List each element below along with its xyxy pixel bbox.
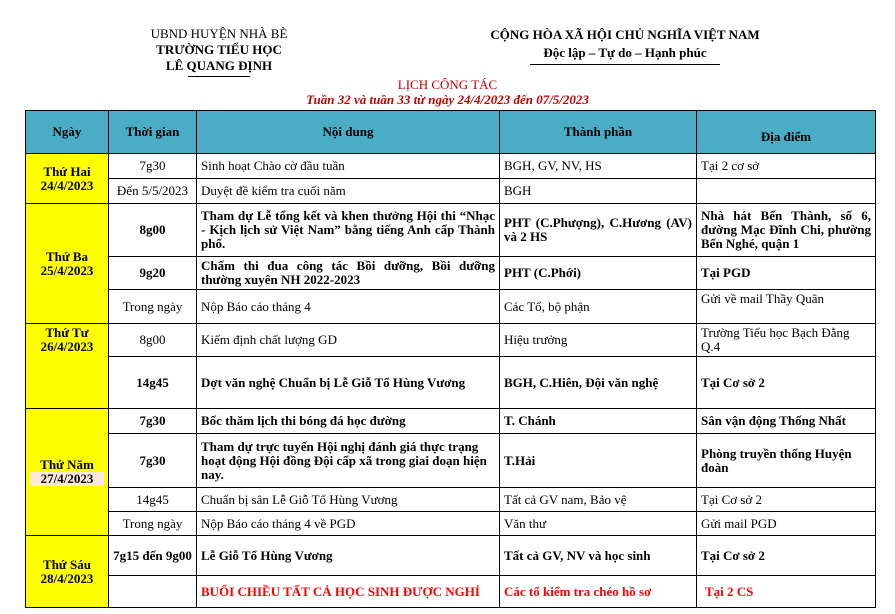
time-cell: 14g45 [109, 357, 197, 409]
schedule-title: LỊCH CÔNG TÁC [397, 77, 498, 92]
location-cell: Gửi về mail Thầy Quân [697, 290, 876, 324]
participants-cell: Văn thư [500, 512, 697, 536]
col-header-location: Địa điểm [697, 111, 876, 154]
table-row [26, 434, 876, 488]
day-name: Thứ Ba [45, 248, 89, 264]
day-name: Thứ Tư [45, 325, 89, 340]
content-cell: Sinh hoạt Chào cờ đầu tuần [197, 154, 500, 179]
org-name: UBND HUYỆN NHÀ BÈ [150, 26, 288, 41]
time-cell: 8g00 [109, 324, 197, 357]
col-header-content: Nội dung [197, 111, 500, 154]
participants-cell: BGH, GV, NV, HS [500, 154, 697, 179]
location-cell: Tại Cơ sở 2 [697, 536, 876, 576]
table-header-row [26, 111, 876, 154]
content-cell: Nộp Báo cáo tháng 4 về PGD [197, 512, 500, 536]
table-row [26, 536, 876, 576]
time-cell: 7g30 [109, 154, 197, 179]
time-cell: Trong ngày [109, 512, 197, 536]
table-row [26, 204, 876, 257]
day-name: Thứ Hai [43, 163, 91, 179]
col-header-participants: Thành phần [500, 111, 697, 154]
time-cell: Đến 5/5/2023 [109, 179, 197, 204]
participants-cell-alert: Các tổ kiểm tra chéo hồ sơ [500, 576, 697, 608]
location-cell [697, 179, 876, 204]
day-name: Thứ Năm [40, 457, 94, 472]
table-row [26, 324, 876, 357]
content-cell: Chuẩn bị sân Lễ Giỗ Tổ Hùng Vương [197, 488, 500, 512]
day-date: 25/4/2023 [40, 262, 94, 278]
location-cell: Phòng truyền thống Huyện đoàn [697, 434, 876, 488]
content-cell: Lễ Giỗ Tổ Hùng Vương [197, 536, 500, 576]
schedule-table [25, 110, 876, 608]
time-cell: 7g30 [109, 434, 197, 488]
table-row [26, 257, 876, 290]
day-cell-monday [26, 154, 109, 204]
table-row [26, 488, 876, 512]
table-row [26, 357, 876, 409]
schedule-subtitle: Tuần 32 và tuần 33 từ ngày 24/4/2023 đến 07/5/2023 [306, 92, 589, 107]
day-date: 26/4/2023 [40, 339, 94, 354]
location-cell: Gửi mail PGD [697, 512, 876, 536]
header-right-underline [530, 64, 720, 65]
location-cell: Tại 2 cơ sở [697, 154, 876, 179]
content-cell: Nộp Báo cáo tháng 4 [197, 290, 500, 324]
day-cell-friday [26, 536, 109, 608]
table-row [26, 576, 876, 608]
day-cell-thursday [26, 409, 109, 536]
header-right [470, 26, 780, 65]
table-row [26, 179, 876, 204]
content-cell: Dợt văn nghệ Chuẩn bị Lễ Giỗ Tổ Hùng Vương [197, 357, 500, 409]
participants-cell: T.Hải [500, 434, 697, 488]
participants-cell: Hiệu trưởng [500, 324, 697, 357]
content-cell: Duyệt đề kiểm tra cuối năm [197, 179, 500, 204]
location-cell: Trường Tiểu học Bạch Đằng Q.4 [697, 324, 876, 357]
day-date: 24/4/2023 [40, 177, 94, 193]
participants-cell: PHT (C.Phới) [500, 257, 697, 290]
location-cell-alert: Tại 2 CS [697, 576, 876, 608]
time-cell: Trong ngày [109, 290, 197, 324]
participants-cell: BGH [500, 179, 697, 204]
location-cell: Tại Cơ sở 2 [697, 488, 876, 512]
content-cell: Tham dự trực tuyến Hội nghị đánh giá thực trạng hoạt động Hội đồng Đội cấp xã trong giai đoạn hiện nay. [197, 434, 500, 488]
location-cell: Tại Cơ sở 2 [697, 357, 876, 409]
school-name-line2: LÊ QUANG ĐỊNH [165, 58, 273, 73]
participants-cell: Các Tổ, bộ phận [500, 290, 697, 324]
content-cell-alert: BUỔI CHIỀU TẤT CẢ HỌC SINH ĐƯỢC NGHỈ [197, 576, 500, 608]
location-cell: Sân vận động Thống Nhất [697, 409, 876, 434]
table-row [26, 154, 876, 179]
school-name-line1: TRƯỜNG TIỂU HỌC [156, 42, 282, 57]
time-cell [109, 576, 197, 608]
content-cell: Tham dự Lễ tổng kết và khen thưởng Hội thi “Nhạc - Kịch lịch sử Việt Nam” bằng tiếng Anh cấp Thành phố. [197, 204, 500, 257]
day-cell-tuesday [26, 204, 109, 324]
participants-cell: T. Chánh [500, 409, 697, 434]
time-cell: 8g00 [109, 204, 197, 257]
col-header-time: Thời gian [109, 111, 197, 154]
participants-cell: Tất cả GV, NV và học sinh [500, 536, 697, 576]
republic-name: CỘNG HÒA XÃ HỘI CHỦ NGHĨA VIỆT NAM [490, 27, 760, 42]
day-date: 27/4/2023 [30, 472, 104, 486]
content-cell: Bốc thăm lịch thi bóng đá học đường [197, 409, 500, 434]
table-row [26, 409, 876, 434]
time-cell: 7g30 [109, 409, 197, 434]
content-cell: Chấm thi đua công tác Bồi dưỡng, Bồi dưỡng thường xuyên NH 2022-2023 [197, 257, 500, 290]
col-header-day: Ngày [26, 111, 109, 154]
header-left [108, 26, 330, 77]
location-cell: Nhà hát Bến Thành, số 6, đường Mạc Đĩnh Chi, phường Bến Nghé, quận 1 [697, 204, 876, 257]
day-name: Thứ Sáu [43, 556, 91, 572]
time-cell: 9g20 [109, 257, 197, 290]
table-row [26, 512, 876, 536]
table-row [26, 290, 876, 324]
participants-cell: PHT (C.Phượng), C.Hương (AV) và 2 HS [500, 204, 697, 257]
time-cell: 14g45 [109, 488, 197, 512]
time-cell: 7g15 đến 9g00 [109, 536, 197, 576]
participants-cell: Tất cả GV nam, Bảo vệ [500, 488, 697, 512]
day-date: 28/4/2023 [40, 570, 94, 586]
day-cell-wednesday [26, 324, 109, 409]
participants-cell: BGH, C.Hiên, Đội văn nghệ [500, 357, 697, 409]
national-motto: Độc lập – Tự do – Hạnh phúc [543, 45, 707, 60]
location-cell: Tại PGD [697, 257, 876, 290]
content-cell: Kiểm định chất lượng GD [197, 324, 500, 357]
